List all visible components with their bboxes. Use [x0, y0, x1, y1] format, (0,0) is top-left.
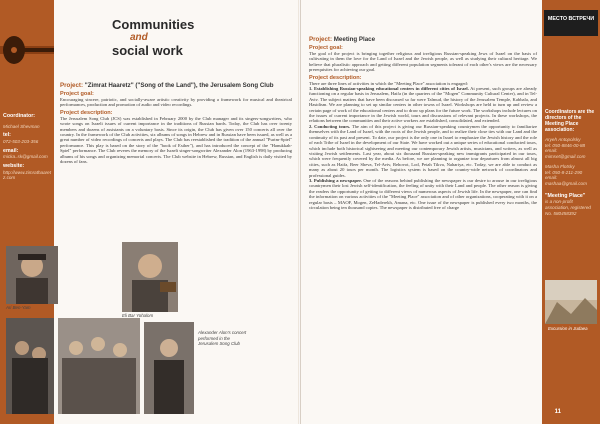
performer-icon	[144, 322, 194, 414]
website-label: website:	[3, 163, 25, 170]
right-contact-block	[545, 106, 598, 217]
title-line-1: Communities	[112, 17, 195, 32]
landscape-icon	[545, 280, 597, 324]
activity-3-text: One of the reasons behind publishing the newspaper is our desire to arouse in our irreligious countrymen their lost Jewish self-identification, the feeling of unity with their Land and people. The other reason is giving the readers the opportunity of getting to different views of numerous aspects of Jewish life. In the newspaper, one can find the information on various activities of the "Meeting Place" association and of other organizations, cooperating with it on a regular basis – MAOF, Mogen, ZeHaderekh, Amana, etc. One issue of the newspaper is published every two months, the circulation being ten thousand copies. The newspaper is distributed free of charge	[309, 177, 537, 210]
email-value: micka..sk@gmail.com	[3, 154, 48, 160]
coordinator-name: Michael Shevman	[3, 123, 40, 129]
concert-photo-2	[58, 318, 140, 414]
right-page	[300, 0, 600, 424]
project-heading-right	[309, 36, 537, 43]
singer-photo-2	[122, 242, 178, 312]
goal-heading: Project goal:	[60, 91, 94, 97]
concert-photo-1	[6, 318, 54, 414]
activity-3-title: 3. Publishing a newspaper.	[309, 177, 362, 183]
caption-3: Alexander Alon's concert performed in the Jerusalem Song Club	[198, 330, 247, 346]
project-heading	[60, 82, 292, 89]
coordinator-2-name: Masha Flotsky	[545, 163, 575, 169]
coordinator-2-tel: tel: 050-8-211-290	[545, 169, 583, 175]
right-project-block	[309, 36, 537, 210]
section-title	[112, 18, 194, 57]
activity-1	[309, 86, 537, 124]
coordinator-label: Coordinator:	[3, 113, 36, 119]
tel-value: 072-503-203-356	[3, 138, 39, 144]
person-icon	[6, 246, 58, 304]
coordinator-1-tel: tel: 050-8846-00-88	[545, 142, 586, 148]
coordinator-1-name: Aryeh Antopolsky	[545, 137, 581, 142]
association-text: is a non-profit association, registered No. 580458392	[545, 199, 591, 216]
crowd-icon	[6, 318, 54, 414]
singer-photo-1	[6, 246, 58, 304]
project-prefix-right: Project:	[309, 36, 333, 43]
description-heading-right: Project description:	[309, 74, 362, 81]
activity-1-text: At present, such groups are already functioning on a regular basis in Jerusalem, Haifa (in the quarters of the "Mogen" Community Cultural Center), and in Tel-Aviv. The subject matters that have been discussed so far were Talmud, the history of the Jerusalem Temple, Kabbala, and Hasidism. We are planning to set up similar centers in other towns of Israel. Workshops are held to turn up and review a certain page of work of the educational centers and to draw up plans for the future work. The workshops include lectures on the issues of current importance in the Jewish world, tours and discussions of relevant projects. In these workshops, the relations between the communities and their active workers are established, consolidated, and extended.	[309, 86, 537, 124]
activity-2-title: 2. Conducting tours.	[309, 123, 351, 129]
goal-heading-right: Project goal:	[309, 45, 343, 51]
project-name: "Zimrat Haaretz" ("Song of the Land"), the Jerusalem Song Club	[84, 82, 274, 89]
title-and: and	[130, 32, 148, 43]
description-text: The Jerusalem Song Club (JCS) was established in February 2000 by the Club manager and its singers-songwriters, who wrote songs on Israeli issues of current importance in the traditions of Russian bards. Today, the Club has over twenty members and dozens of assistants on a voluntary basis. Since its origin, the Club has given over 150 concerts all over the country. In the framework of the Club activities, six albums of songs in Hebrew and in Russian have been issued, as well as a great number of video recordings of concerts and plays. The Club has reestablished the tradition of the annual "Purim-Spiel" performance. This play is based on the story of the "book of Esther"), and has introduced the concept of the "Hanukkah-Spiel" performance. The Club reveres the memory of the Israeli singer-songwriter Alexander Alon (1963-1998) by producing albums of his songs and organizing memorial concerts. The Club website in Hebrew, Russian, and English is daily visited by dozens of fans.	[60, 115, 292, 165]
tel-label: tel:	[3, 132, 11, 139]
goal-text: Encouraging sincere, patriotic, and socially-aware artistic creativity by providing a framework for musical and theatrical performances, production and promotion of audio and video recordings.	[60, 97, 292, 108]
meeting-place-logo	[544, 10, 598, 36]
tour-caption: Excursion in Judaea	[548, 326, 588, 331]
goal-text-right: The goal of the project is bringing together religious and irreligious Russian-speaking Jews of Israel on the basis of cultivating in them the love for the Land of Israel and the Jewish people, as well as studying their cultural heritage. We believe that pluralistic approach and getting different population segments tolerant of each other's views are the necessary prerequisites for achieving our goal.	[309, 51, 537, 73]
coordinators-heading: Coordinators are the directors of the Meeting Place association:	[545, 109, 595, 133]
project-prefix: Project:	[60, 82, 84, 89]
activity-2-text: The aim of this project is giving our Russian-speaking countrymen the opportunity to familiarize themselves with the Land of Israel, with the roots of the Jewish people, and to realize their close ties with our Land and the continuity of its past and present. To date, our project is the only one in Israel to emphasize the Jewish history and the role of each Tribe of Israel in the development of our State. We have worked out a unique series of educational conducted tours, which include both historical sightseeing and meeting our contemporary Jewish artists, musicians, and writers, as well as visiting Jewish settlements. Last year, about six thousand Russian-speaking new immigrants participated in our tours, which were frequently covered by the media. As before, we are planning to organize tour departures from almost all big cities, such as Haifa, Beer Sheva, Tel-Aviv, Rehovot, Lod, Petah Tikva, Nahariya, etc. Today, we are able to conduct as many as about 20 tours per month. The logistics system is based on the country-wide network of coordinators and professional guides.	[309, 123, 537, 178]
association-name: "Meeting Place"	[545, 192, 586, 199]
email-label: email:	[3, 147, 19, 154]
activity-3	[309, 178, 537, 210]
coordinator-2-email: email: mashaa@gmail.com	[545, 175, 587, 187]
person-icon	[122, 242, 178, 312]
caption-2: Eli Bar Yohalom	[122, 313, 154, 318]
concert-photo-3	[144, 322, 194, 414]
activity-1-title: 1. Establishing Russian-speaking educational centers in different cities of Israel.	[309, 86, 469, 92]
website-value: http://www.zimrathaaretz.com	[3, 169, 51, 181]
guitar-icon	[0, 18, 54, 78]
left-contact-block	[3, 110, 53, 181]
description-intro: There are three lines of activities in which the "Meeting Place" association is engaged:	[309, 80, 468, 86]
activity-2	[309, 124, 537, 178]
project-name-right: Meeting Place	[333, 36, 376, 43]
coordinator-1-email: email: mimset@gmail.com	[545, 148, 586, 160]
description-heading: Project description:	[60, 109, 113, 116]
logo-text: МЕСТО ВСТРЕЧИ	[547, 16, 595, 22]
title-line-2: social work	[112, 43, 183, 58]
tour-photo	[545, 280, 597, 324]
caption-1: Ari Ben-Yam	[6, 305, 31, 310]
left-project-block	[60, 82, 292, 164]
page-number: 11	[552, 408, 564, 416]
crowd-icon	[58, 318, 140, 414]
right-sidebar	[542, 0, 600, 424]
